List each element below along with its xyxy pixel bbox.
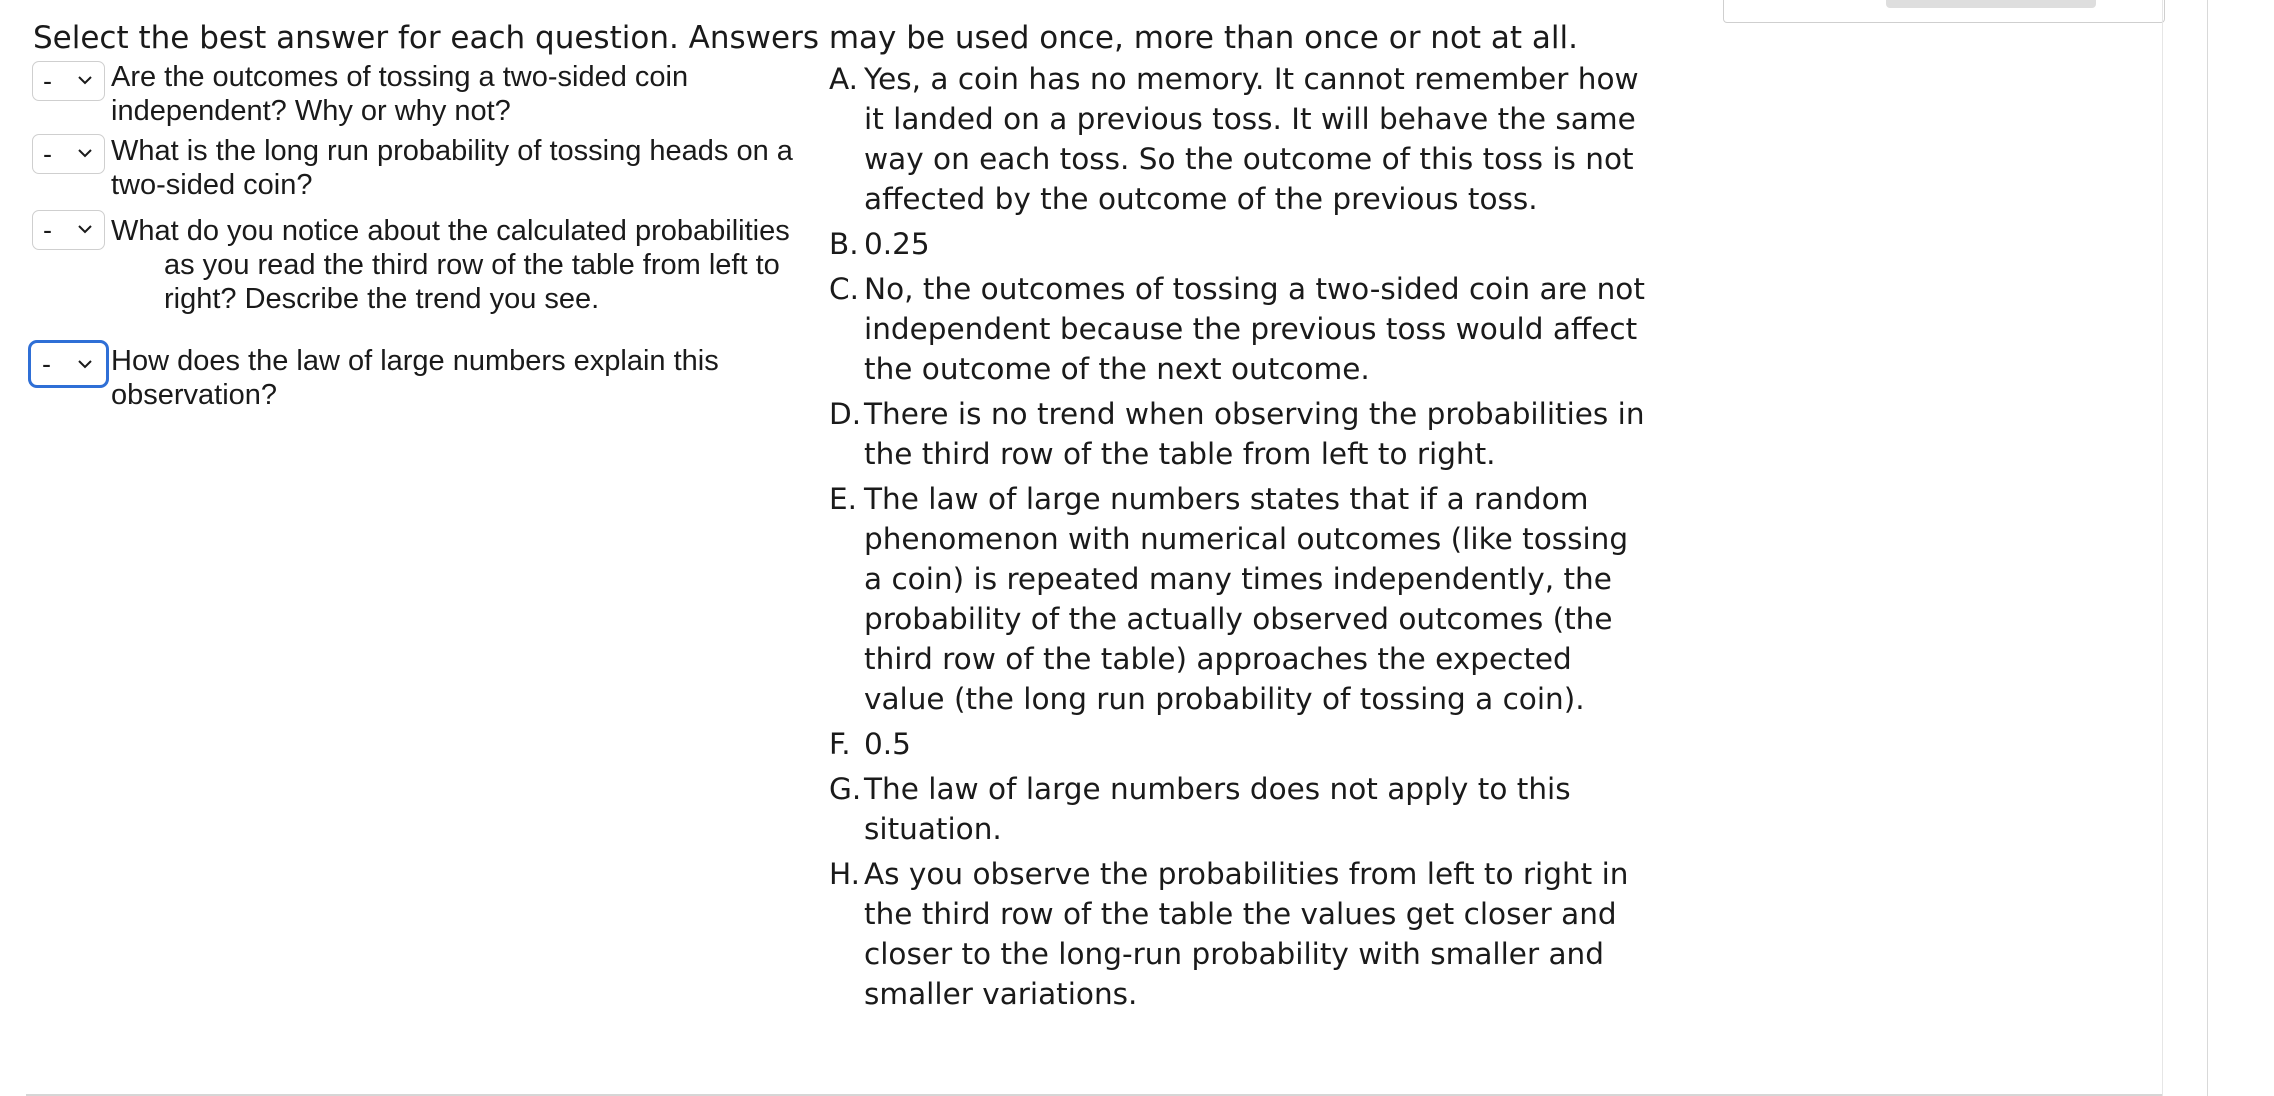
answer-text: Yes, a coin has no memory. It cannot remember how it landed on a previous toss. It will behave the same way on each toss. So the outcome of this toss is not affected by the outcome of the previous toss. [864, 62, 1639, 216]
question-1-line-1: Are the outcomes of tossing a two-sided coin [111, 61, 689, 93]
answer-choice-d [828, 394, 1648, 474]
answer-choices-list [828, 59, 1648, 1019]
answer-letter: B. [829, 227, 859, 261]
chevron-down-icon [74, 218, 96, 240]
question-3-line-1: What do you notice about the calculated probabilities [111, 215, 790, 247]
answer-letter: G. [829, 772, 862, 806]
question-4-line-1: How does the law of large numbers explain this [111, 345, 719, 377]
answer-dropdown-q3[interactable] [32, 210, 105, 250]
question-2-line-2: two-sided coin? [111, 169, 313, 201]
answer-letter: C. [829, 272, 859, 306]
chevron-down-icon [74, 142, 96, 164]
answer-choice-e [828, 479, 1648, 719]
question-4 [111, 344, 811, 412]
answer-choice-h [828, 854, 1648, 1014]
top-right-panel-bar [1886, 0, 2096, 8]
answer-choice-b [828, 224, 1648, 264]
answer-text: The law of large numbers states that if a random phenomenon with numerical outcomes (like tossing a coin) is repeated many times independently, the probability of the actually observed outcomes (the third row of the table) approaches the expected value (the long run probability of tossing a coin). [864, 482, 1629, 716]
answer-choice-f [828, 724, 1648, 764]
answer-dropdown-q2[interactable] [32, 134, 105, 174]
dropdown-value: - [43, 215, 52, 245]
answer-text: 0.5 [864, 727, 911, 761]
chevron-down-icon [74, 69, 96, 91]
scrollbar-track[interactable] [2207, 0, 2208, 1096]
dropdown-value: - [42, 349, 51, 379]
answer-letter: H. [829, 857, 861, 891]
question-4-line-2: observation? [111, 379, 278, 411]
chevron-down-icon [74, 353, 96, 375]
dropdown-value: - [43, 139, 52, 169]
answer-dropdown-q4[interactable] [28, 340, 109, 388]
answer-text: No, the outcomes of tossing a two-sided coin are not independent because the previous toss would affect the outcome of the next outcome. [864, 272, 1645, 386]
answer-choice-c [828, 269, 1648, 389]
page-edge-divider [2162, 0, 2163, 1096]
answer-letter: D. [829, 397, 862, 431]
answer-letter: E. [829, 482, 858, 516]
answer-dropdown-q1[interactable] [32, 61, 105, 101]
question-3-line-3: right? Describe the trend you see. [164, 283, 600, 315]
question-2-line-1: What is the long run probability of tossing heads on a [111, 135, 793, 167]
question-3 [111, 214, 811, 316]
answer-choice-a [828, 59, 1648, 219]
question-1-line-2: independent? Why or why not? [111, 95, 511, 127]
question-3-line-2: as you read the third row of the table from left to [164, 249, 780, 281]
answer-text: As you observe the probabilities from left to right in the third row of the table the values get closer and closer to the long-run probability with smaller and smaller variations. [864, 857, 1629, 1011]
answer-text: 0.25 [864, 227, 930, 261]
question-1 [111, 60, 811, 128]
top-right-panel [1723, 0, 2165, 23]
question-2 [111, 134, 811, 202]
answer-letter: A. [829, 62, 859, 96]
answer-choice-g [828, 769, 1648, 849]
answer-text: The law of large numbers does not apply to this situation. [864, 772, 1571, 846]
dropdown-value: - [43, 66, 52, 96]
instructions: Select the best answer for each question. Answers may be used once, more than once or not at all. [33, 20, 1579, 56]
answer-text: There is no trend when observing the probabilities in the third row of the table from left to right. [864, 397, 1645, 471]
answer-letter: F. [829, 727, 851, 761]
